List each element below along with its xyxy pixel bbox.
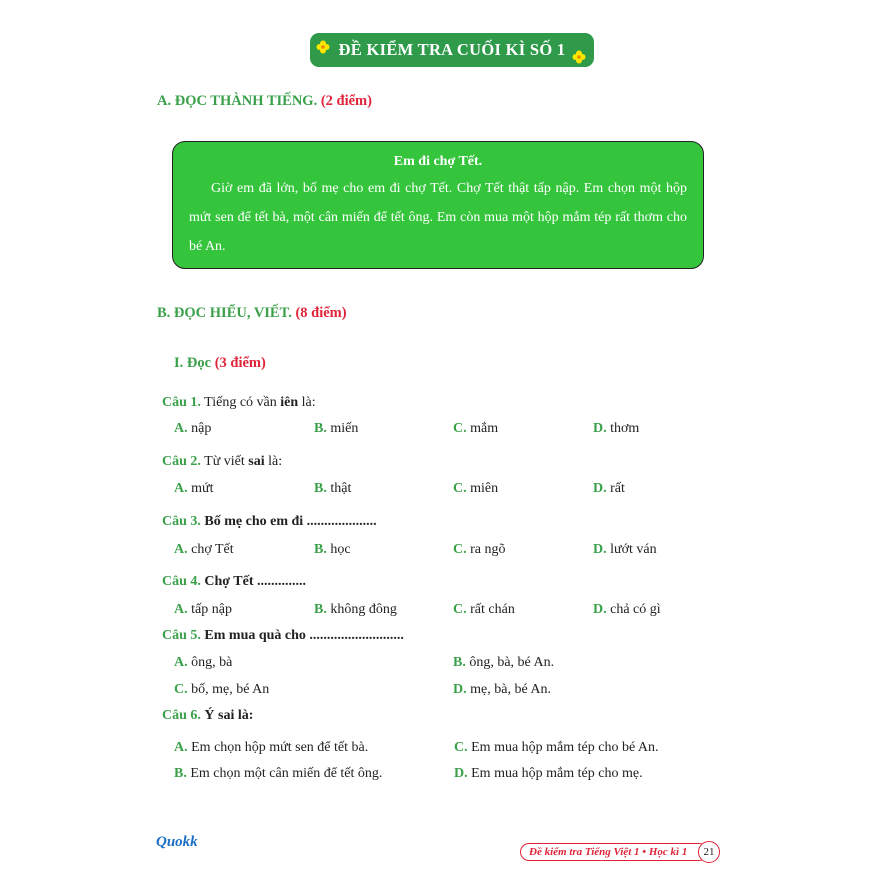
option[interactable]: C. ra ngõ <box>453 542 506 557</box>
page-title: ĐỀ KIỂM TRA CUỐI KÌ SỐ 1 <box>310 33 594 67</box>
option[interactable]: A. chợ Tết <box>174 542 234 557</box>
option[interactable]: B. miến <box>314 421 359 436</box>
question-4: Câu 4. Chợ Tết .............. <box>162 574 307 589</box>
question-6: Câu 6. Ý sai là: <box>162 708 254 723</box>
option[interactable]: A. nập <box>174 421 212 436</box>
footer-badge: Đề kiểm tra Tiếng Việt 1 • Học kì 1 <box>520 843 708 861</box>
question-1: Câu 1. Tiếng có vần iên là: <box>162 395 316 410</box>
option[interactable]: B. học <box>314 542 351 557</box>
option[interactable]: D. chả có gì <box>593 602 661 617</box>
publisher-logo <box>156 834 198 851</box>
flower-icon <box>316 40 330 54</box>
option[interactable]: A. mứt <box>174 481 214 496</box>
option[interactable]: D. lướt ván <box>593 542 657 557</box>
logo-text: Quokk <box>156 834 198 850</box>
option[interactable]: B. thật <box>314 481 352 496</box>
option[interactable]: A. Em chọn hộp mứt sen để tết bà. <box>174 740 369 755</box>
option[interactable]: B. Em chọn một cân miến để tết ông. <box>174 766 383 781</box>
option[interactable]: B. ông, bà, bé An. <box>453 655 555 670</box>
option[interactable]: D. mẹ, bà, bé An. <box>453 682 551 697</box>
option[interactable]: C. Em mua hộp mắm tép cho bé An. <box>454 740 659 755</box>
option[interactable]: A. tấp nập <box>174 602 232 617</box>
option[interactable]: C. miên <box>453 481 499 496</box>
option[interactable]: C. mắm <box>453 421 499 436</box>
option[interactable]: C. bố, mẹ, bé An <box>174 682 270 697</box>
question-2: Câu 2. Từ viết sai là: <box>162 454 283 469</box>
option[interactable]: A. ông, bà <box>174 655 233 670</box>
story-box <box>172 141 704 269</box>
option[interactable]: D. Em mua hộp mắm tép cho mẹ. <box>454 766 643 781</box>
option[interactable]: D. rất <box>593 481 625 496</box>
question-3: Câu 3. Bố mẹ cho em đi .................... <box>162 514 377 529</box>
option[interactable]: C. rất chán <box>453 602 515 617</box>
story-text: Giờ em đã lớn, bố mẹ cho em đi chợ Tết. Chợ Tết thật tấp nập. Em chọn một hộp mứt sen để tết bà, một cân miến để tết ông. Em còn mua một hộp mắm tép rất thơm cho bé An. <box>189 181 687 254</box>
option[interactable]: D. thơm <box>593 421 640 436</box>
page-number: 21 <box>698 841 720 863</box>
section-a-heading: A. ĐỌC THÀNH TIẾNG. (2 điểm) <box>157 93 372 109</box>
section-b-heading: B. ĐỌC HIỂU, VIẾT. (8 điểm) <box>157 305 347 321</box>
part-i-heading: I. Đọc (3 điểm) <box>174 355 266 371</box>
flower-icon <box>572 50 586 64</box>
question-5: Câu 5. Em mua quà cho ........................... <box>162 628 404 643</box>
story-title: Em đi chợ Tết. <box>393 154 483 169</box>
option[interactable]: B. không đông <box>314 602 397 617</box>
